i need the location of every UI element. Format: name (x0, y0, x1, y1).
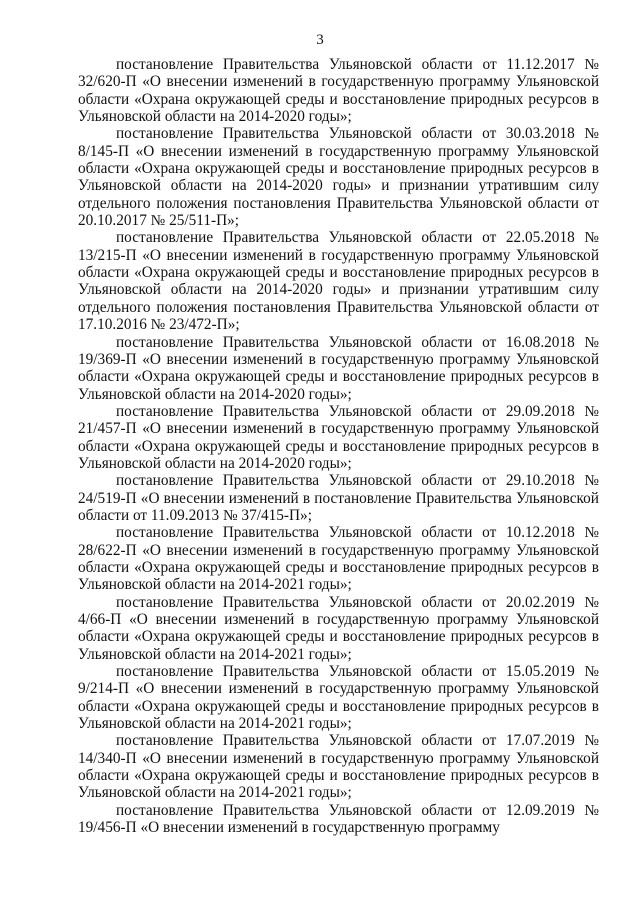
paragraph-decree-7: постановление Правительства Ульяновской области от 10.12.2018 № 28/622-П «О внесении изменений в государственную программу Ульяновской области «Охрана окружающей среды и восстановление природных ресурсов в Ульяновской области на 2014-2021 годы»; (78, 524, 599, 594)
paragraph-decree-6: постановление Правительства Ульяновской области от 29.10.2018 № 24/519-П «О внесении изменений в постановление Правительства Ульяновской области от 11.09.2013 № 37/415-П»; (78, 472, 599, 524)
paragraph-decree-8: постановление Правительства Ульяновской области от 20.02.2019 № 4/66-П «О внесении изменений в государственную программу Ульяновской области «Охрана окружающей среды и восстановление природных ресурсов в Ульяновской области на 2014-2021 годы»; (78, 593, 599, 663)
paragraph-decree-1: постановление Правительства Ульяновской области от 11.12.2017 № 32/620-П «О внесении изменений в государственную программу Ульяновской области «Охрана окружающей среды и восстановление природных ресурсов в Ульяновской области на 2014-2020 годы»; (78, 56, 599, 126)
paragraph-decree-10: постановление Правительства Ульяновской области от 17.07.2019 № 14/340-П «О внесении изменений в государственную программу Ульяновской области «Охрана окружающей среды и восстановление природных ресурсов в Ульяновской области на 2014-2021 годы»; (78, 732, 599, 802)
document-body (78, 56, 599, 836)
paragraph-decree-4: постановление Правительства Ульяновской области от 16.08.2018 № 19/369-П «О внесении изменений в государственную программу Ульяновской области «Охрана окружающей среды и восстановление природных ресурсов в Ульяновской области на 2014-2020 годы»; (78, 333, 599, 403)
paragraph-decree-3: постановление Правительства Ульяновской области от 22.05.2018 № 13/215-П «О внесении изменений в государственную программу Ульяновской области «Охрана окружающей среды и восстановление природных ресурсов в Ульяновской области на 2014-2020 годы» и признании утратившим силу отдельного положения постановления Правительства Ульяновской области от 17.10.2016 № 23/472-П»; (78, 229, 599, 334)
paragraph-decree-11: постановление Правительства Ульяновской области от 12.09.2019 № 19/456-П «О внесении изменений в государственную программу (78, 801, 599, 837)
paragraph-decree-9: постановление Правительства Ульяновской области от 15.05.2019 № 9/214-П «О внесении изменений в государственную программу Ульяновской области «Охрана окружающей среды и восстановление природных ресурсов в Ульяновской области на 2014-2021 годы»; (78, 663, 599, 733)
paragraph-decree-2: постановление Правительства Ульяновской области от 30.03.2018 № 8/145-П «О внесении изменений в государственную программу Ульяновской области «Охрана окружающей среды и восстановление природных ресурсов в Ульяновской области на 2014-2020 годы» и признании утратившим силу отдельного положения постановления Правительства Ульяновской области от 20.10.2017 № 25/511-П»; (78, 125, 599, 230)
paragraph-decree-5: постановление Правительства Ульяновской области от 29.09.2018 № 21/457-П «О внесении изменений в государственную программу Ульяновской области «Охрана окружающей среды и восстановление природных ресурсов в Ульяновской области на 2014-2020 годы»; (78, 402, 599, 472)
page-number: 3 (316, 32, 324, 48)
